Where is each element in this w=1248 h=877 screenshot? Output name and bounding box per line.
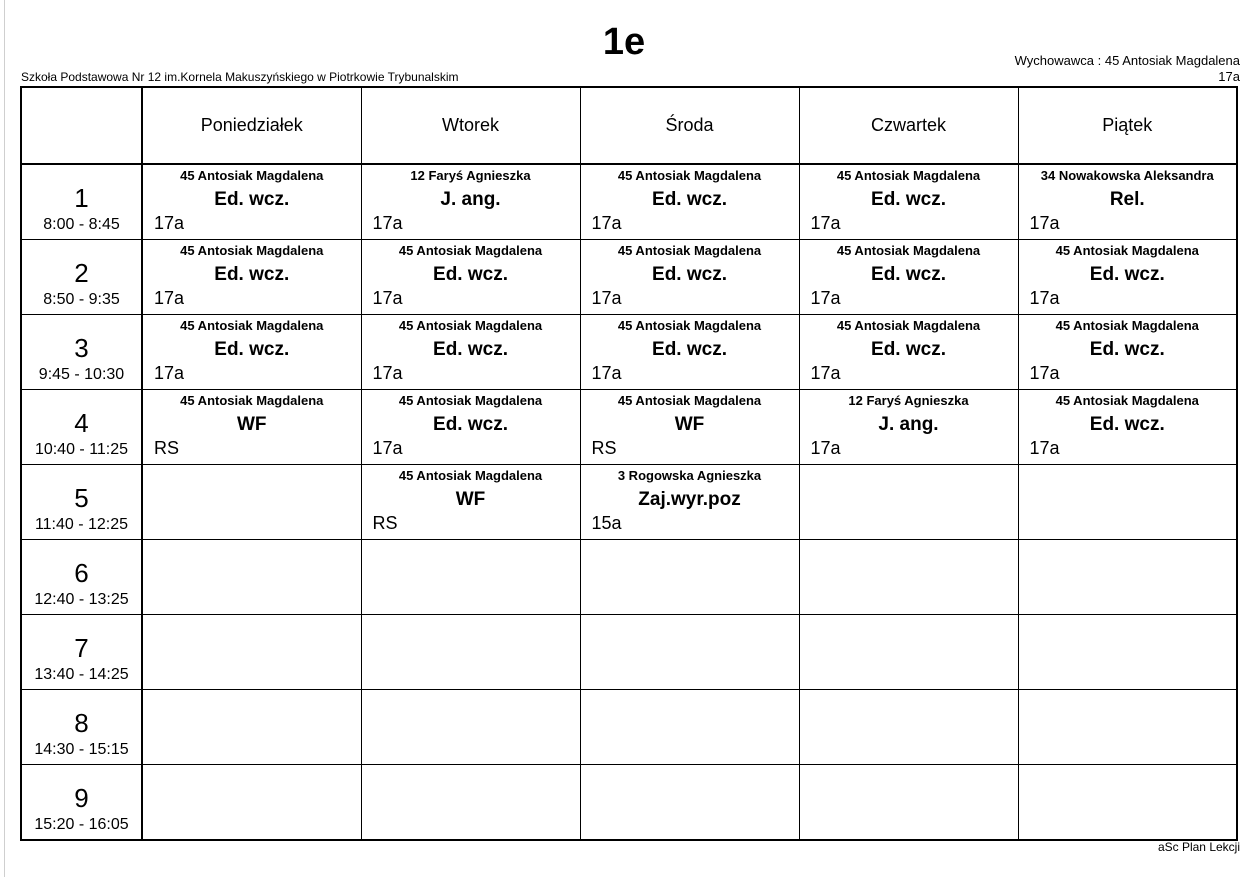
lesson-box — [143, 690, 361, 764]
lesson-subject: Ed. wcz. — [214, 264, 290, 285]
lesson-cell — [142, 164, 361, 240]
lesson-room: 17a — [810, 288, 841, 308]
lesson-subject: Ed. wcz. — [214, 339, 290, 360]
lesson-room: 17a — [1029, 363, 1060, 383]
period-time: 10:40 - 11:25 — [34, 441, 129, 458]
lesson-cell — [361, 465, 580, 540]
lesson-room: 17a — [154, 288, 185, 308]
lesson-box — [1019, 165, 1237, 239]
header-row — [21, 87, 1237, 164]
period-number: 7 — [74, 633, 89, 663]
tutor-room: 17a — [1218, 69, 1240, 84]
lesson-subject: Ed. wcz. — [871, 189, 946, 210]
period-row — [21, 390, 1237, 465]
lesson-cell — [1018, 465, 1237, 540]
lesson-teacher: 3 Rogowska Agnieszka — [617, 468, 762, 483]
period-time: 8:00 - 8:45 — [43, 216, 120, 233]
lesson-box — [362, 765, 580, 839]
lesson-cell — [142, 465, 361, 540]
lesson-cell — [580, 690, 799, 765]
lesson-box — [800, 615, 1018, 689]
lesson-teacher: 45 Antosiak Magdalena — [1055, 243, 1199, 258]
lesson-cell — [799, 690, 1018, 765]
lesson-teacher: 45 Antosiak Magdalena — [180, 243, 324, 258]
lesson-box — [1019, 465, 1237, 539]
lesson-cell — [361, 390, 580, 465]
period-time: 13:40 - 14:25 — [34, 666, 129, 683]
lesson-room: 17a — [154, 213, 185, 233]
period-box — [22, 615, 141, 689]
lesson-box — [800, 465, 1018, 539]
lesson-cell — [799, 240, 1018, 315]
day-header: Wtorek — [441, 115, 499, 135]
lesson-subject: Ed. wcz. — [433, 264, 508, 285]
period-number: 6 — [74, 558, 89, 588]
lesson-cell — [142, 390, 361, 465]
period-time: 11:40 - 12:25 — [34, 516, 129, 533]
lesson-teacher: 45 Antosiak Magdalena — [836, 243, 981, 258]
lesson-subject: J. ang. — [878, 414, 939, 435]
day-header-cell — [799, 87, 1018, 164]
lesson-cell — [142, 240, 361, 315]
page-left-border — [4, 0, 5, 877]
timetable — [20, 86, 1238, 841]
lesson-cell — [361, 765, 580, 841]
lesson-cell — [361, 164, 580, 240]
period-box — [22, 540, 141, 614]
period-time: 12:40 - 13:25 — [34, 591, 129, 608]
lesson-cell — [799, 315, 1018, 390]
lesson-cell — [1018, 615, 1237, 690]
lesson-subject: Ed. wcz. — [1089, 414, 1165, 435]
lesson-box — [800, 690, 1018, 764]
period-number: 9 — [74, 783, 89, 813]
lesson-cell — [1018, 315, 1237, 390]
period-row — [21, 164, 1237, 240]
lesson-subject: Ed. wcz. — [433, 339, 508, 360]
lesson-box — [143, 615, 361, 689]
day-header-cell — [580, 87, 799, 164]
lesson-box — [581, 390, 799, 464]
lesson-subject: WF — [455, 489, 486, 510]
lesson-teacher: 45 Antosiak Magdalena — [617, 168, 762, 183]
period-box — [22, 240, 141, 314]
period-time: 15:20 - 16:05 — [34, 816, 129, 833]
lesson-teacher: 45 Antosiak Magdalena — [617, 393, 762, 408]
lesson-box — [362, 240, 580, 314]
lesson-cell — [799, 465, 1018, 540]
lesson-box — [581, 315, 799, 389]
lesson-subject: Ed. wcz. — [433, 414, 508, 435]
period-box — [22, 465, 141, 539]
lesson-room: 15a — [591, 513, 622, 533]
lesson-cell — [361, 240, 580, 315]
class-title: 1e — [602, 21, 646, 63]
lesson-cell — [1018, 164, 1237, 240]
lesson-box — [581, 165, 799, 239]
period-box — [22, 165, 141, 239]
period-cell — [21, 315, 142, 390]
lesson-room: 17a — [372, 363, 403, 383]
period-number: 2 — [74, 258, 89, 288]
lesson-cell — [142, 690, 361, 765]
period-box — [22, 690, 141, 764]
corner-blank — [22, 88, 141, 163]
lesson-cell — [799, 615, 1018, 690]
lesson-cell — [799, 540, 1018, 615]
period-box — [22, 390, 141, 464]
lesson-cell — [799, 164, 1018, 240]
lesson-box — [581, 465, 799, 539]
lesson-room: 17a — [1029, 213, 1060, 233]
day-header: Środa — [665, 115, 714, 135]
lesson-teacher: 45 Antosiak Magdalena — [398, 243, 543, 258]
lesson-cell — [580, 315, 799, 390]
period-number: 1 — [74, 183, 89, 213]
lesson-cell — [580, 465, 799, 540]
lesson-cell — [1018, 765, 1237, 841]
period-row — [21, 765, 1237, 841]
lesson-teacher: 45 Antosiak Magdalena — [398, 318, 543, 333]
lesson-box — [143, 315, 361, 389]
lesson-box — [362, 390, 580, 464]
lesson-teacher: 45 Antosiak Magdalena — [836, 318, 981, 333]
lesson-teacher: 45 Antosiak Magdalena — [836, 168, 981, 183]
lesson-box — [800, 165, 1018, 239]
lesson-box — [581, 765, 799, 839]
period-number: 5 — [74, 483, 89, 513]
lesson-box — [143, 165, 361, 239]
lesson-room: 17a — [1029, 288, 1060, 308]
period-cell — [21, 765, 142, 841]
lesson-box — [1019, 765, 1237, 839]
corner-cell — [21, 87, 142, 164]
lesson-box — [581, 240, 799, 314]
period-number: 3 — [74, 333, 89, 363]
day-header: Czwartek — [870, 115, 946, 135]
lesson-room: 17a — [1029, 438, 1060, 458]
lesson-subject: Ed. wcz. — [871, 264, 946, 285]
lesson-subject: Ed. wcz. — [652, 189, 727, 210]
lesson-room: 17a — [810, 213, 841, 233]
lesson-box — [143, 465, 361, 539]
period-cell — [21, 465, 142, 540]
period-row — [21, 315, 1237, 390]
lesson-box — [143, 240, 361, 314]
lesson-room: 17a — [372, 213, 403, 233]
lesson-subject: Ed. wcz. — [214, 189, 290, 210]
lesson-box — [800, 765, 1018, 839]
lesson-subject: Ed. wcz. — [652, 339, 727, 360]
lesson-teacher: 45 Antosiak Magdalena — [180, 168, 324, 183]
lesson-subject: Ed. wcz. — [1089, 339, 1165, 360]
lesson-box — [800, 390, 1018, 464]
lesson-box — [1019, 390, 1237, 464]
lesson-teacher: 45 Antosiak Magdalena — [398, 468, 543, 483]
period-box — [22, 315, 141, 389]
day-header-cell — [361, 87, 580, 164]
school-name: Szkoła Podstawowa Nr 12 im.Kornela Makuszyńskiego w Piotrkowie Trybunalskim — [21, 70, 459, 84]
lesson-cell — [799, 765, 1018, 841]
lesson-box — [362, 315, 580, 389]
period-time: 14:30 - 15:15 — [34, 741, 129, 758]
lesson-cell — [142, 540, 361, 615]
lesson-box — [362, 690, 580, 764]
lesson-cell — [1018, 240, 1237, 315]
lesson-room: 17a — [810, 438, 841, 458]
lesson-teacher: 45 Antosiak Magdalena — [180, 318, 324, 333]
lesson-box — [800, 315, 1018, 389]
lesson-subject: Rel. — [1109, 189, 1145, 210]
lesson-teacher: 34 Nowakowska Aleksandra — [1040, 168, 1214, 183]
day-header-cell — [142, 87, 361, 164]
lesson-cell — [580, 240, 799, 315]
lesson-cell — [361, 690, 580, 765]
lesson-box — [143, 765, 361, 839]
lesson-box — [581, 540, 799, 614]
period-cell — [21, 690, 142, 765]
period-cell — [21, 240, 142, 315]
period-time: 8:50 - 9:35 — [43, 291, 120, 308]
lesson-cell — [142, 765, 361, 841]
lesson-room: RS — [372, 513, 398, 533]
lesson-box — [1019, 615, 1237, 689]
lesson-box — [581, 690, 799, 764]
lesson-box — [362, 615, 580, 689]
lesson-subject: Ed. wcz. — [871, 339, 946, 360]
lesson-cell — [361, 615, 580, 690]
lesson-subject: WF — [674, 414, 705, 435]
period-number: 8 — [74, 708, 89, 738]
period-box — [22, 765, 141, 839]
lesson-cell — [142, 315, 361, 390]
lesson-teacher: 12 Faryś Agnieszka — [848, 393, 969, 408]
period-number: 4 — [74, 408, 89, 438]
lesson-cell — [1018, 690, 1237, 765]
period-cell — [21, 540, 142, 615]
lesson-teacher: 45 Antosiak Magdalena — [180, 393, 324, 408]
lesson-room: 17a — [591, 288, 622, 308]
tutor-info: Wychowawca : 45 Antosiak Magdalena — [1014, 53, 1240, 68]
lesson-cell — [1018, 390, 1237, 465]
period-time: 9:45 - 10:30 — [38, 366, 125, 383]
lesson-box — [362, 540, 580, 614]
lesson-teacher: 45 Antosiak Magdalena — [617, 318, 762, 333]
lesson-teacher: 45 Antosiak Magdalena — [1055, 318, 1199, 333]
period-row — [21, 690, 1237, 765]
lesson-cell — [580, 164, 799, 240]
lesson-cell — [580, 390, 799, 465]
lesson-box — [1019, 240, 1237, 314]
period-cell — [21, 615, 142, 690]
lesson-room: 17a — [591, 213, 622, 233]
footer-label: aSc Plan Lekcji — [1157, 840, 1240, 854]
lesson-teacher: 45 Antosiak Magdalena — [1055, 393, 1199, 408]
lesson-box — [800, 540, 1018, 614]
period-row — [21, 540, 1237, 615]
lesson-cell — [361, 315, 580, 390]
lesson-room: 17a — [372, 438, 403, 458]
day-header: Poniedziałek — [200, 115, 303, 135]
lesson-room: 17a — [154, 363, 185, 383]
lesson-box — [143, 540, 361, 614]
lesson-room: 17a — [810, 363, 841, 383]
lesson-cell — [799, 390, 1018, 465]
lesson-subject: Zaj.wyr.poz — [638, 489, 741, 510]
lesson-box — [143, 390, 361, 464]
period-cell — [21, 390, 142, 465]
period-row — [21, 615, 1237, 690]
lesson-box — [581, 615, 799, 689]
lesson-box — [1019, 315, 1237, 389]
lesson-cell — [580, 765, 799, 841]
lesson-box — [800, 240, 1018, 314]
lesson-box — [1019, 690, 1237, 764]
period-row — [21, 465, 1237, 540]
lesson-subject: Ed. wcz. — [652, 264, 727, 285]
lesson-box — [362, 465, 580, 539]
lesson-room: RS — [154, 438, 180, 458]
lesson-subject: WF — [236, 414, 267, 435]
lesson-cell — [1018, 540, 1237, 615]
day-header-cell — [1018, 87, 1237, 164]
lesson-subject: J. ang. — [440, 189, 501, 210]
lesson-subject: Ed. wcz. — [1089, 264, 1165, 285]
day-header: Piątek — [1102, 115, 1153, 135]
lesson-cell — [142, 615, 361, 690]
lesson-teacher: 45 Antosiak Magdalena — [398, 393, 543, 408]
lesson-cell — [361, 540, 580, 615]
lesson-box — [362, 165, 580, 239]
lesson-cell — [580, 615, 799, 690]
period-cell — [21, 164, 142, 240]
lesson-teacher: 45 Antosiak Magdalena — [617, 243, 762, 258]
lesson-cell — [580, 540, 799, 615]
period-row — [21, 240, 1237, 315]
lesson-box — [1019, 540, 1237, 614]
lesson-room: 17a — [591, 363, 622, 383]
lesson-room: RS — [591, 438, 617, 458]
lesson-teacher: 12 Faryś Agnieszka — [410, 168, 531, 183]
lesson-room: 17a — [372, 288, 403, 308]
